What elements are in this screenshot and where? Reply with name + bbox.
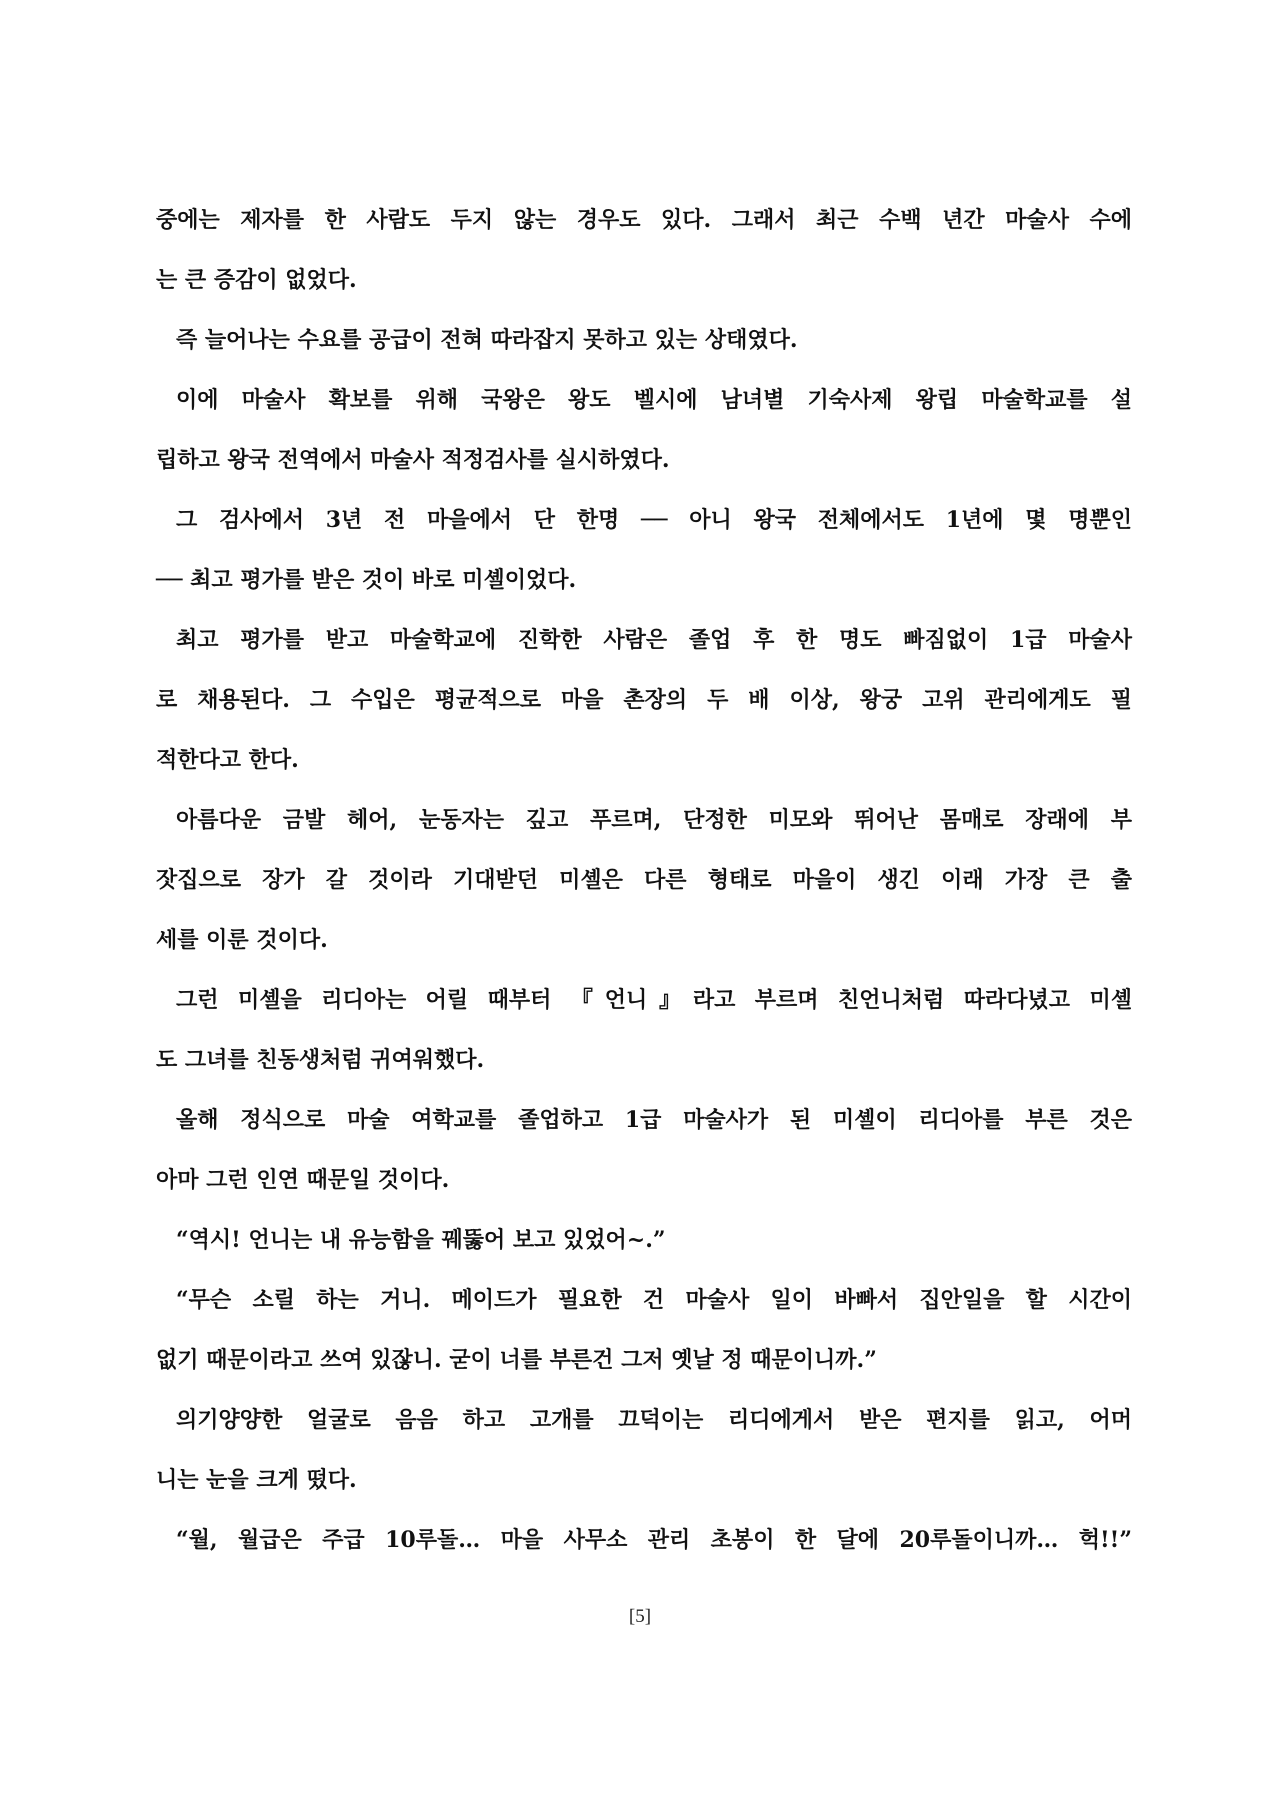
text-line: 최고 평가를 받고 마술학교에 진학한 사람은 졸업 후 한 명도 빠짐없이 1급 마술사 (176, 627, 1132, 653)
text-line: 그 검사에서 3년 전 마을에서 단 한명 ── 아니 왕국 전체에서도 1년에 몇 명뿐인 (176, 507, 1132, 533)
text-line: 도 그녀를 친동생처럼 귀여워했다. (156, 1047, 485, 1073)
text-line: 니는 눈을 크게 떴다. (156, 1467, 357, 1493)
text-line: ── 최고 평가를 받은 것이 바로 미셸이었다. (156, 567, 577, 593)
text-line: 즉 늘어나는 수요를 공급이 전혀 따라잡지 못하고 있는 상태였다. (176, 327, 798, 353)
text-line: 이에 마술사 확보를 위해 국왕은 왕도 벨시에 남녀별 기숙사제 왕립 마술학교를 설 (176, 387, 1132, 413)
text-line: “무슨 소릴 하는 거니. 메이드가 필요한 건 마술사 일이 바빠서 집안일을 할 시간이 (176, 1287, 1132, 1313)
text-line: 는 큰 증감이 없었다. (156, 267, 357, 293)
text-line: 의기양양한 얼굴로 음음 하고 고개를 끄덕이는 리디에게서 받은 편지를 읽고, 어머 (176, 1407, 1132, 1433)
text-line: 로 채용된다. 그 수입은 평균적으로 마을 촌장의 두 배 이상, 왕궁 고위 관리에게도 필 (156, 687, 1132, 713)
text-line: 적한다고 한다. (156, 747, 299, 773)
text-line: 잣집으로 장가 갈 것이라 기대받던 미셸은 다른 형태로 마을이 생긴 이래 가장 큰 출 (156, 867, 1132, 893)
text-line: 세를 이룬 것이다. (156, 927, 328, 953)
text-line: 아마 그런 인연 때문일 것이다. (156, 1167, 450, 1193)
text-line: “역시! 언니는 내 유능함을 꿰뚫어 보고 있었어~.” (176, 1227, 666, 1253)
text-line: 그런 미셸을 리디아는 어릴 때부터 『언니』라고 부르며 친언니처럼 따라다녔고 미셸 (176, 987, 1132, 1013)
body-text (156, 190, 1132, 1570)
text-line: 립하고 왕국 전역에서 마술사 적정검사를 실시하였다. (156, 447, 670, 473)
text-line: 없기 때문이라고 쓰여 있잖니. 굳이 너를 부른건 그저 옛날 정 때문이니까.” (156, 1347, 877, 1373)
text-line: 아름다운 금발 헤어, 눈동자는 깊고 푸르며, 단정한 미모와 뛰어난 몸매로 장래에 부 (176, 807, 1132, 833)
page-number: [5] (628, 1606, 652, 1627)
text-line: “월, 월급은 주급 10루돌… 마을 사무소 관리 초봉이 한 달에 20루돌이니까… 헉!!” (176, 1527, 1132, 1553)
text-line: 올해 정식으로 마술 여학교를 졸업하고 1급 마술사가 된 미셸이 리디아를 부른 것은 (176, 1107, 1132, 1133)
text-line: 중에는 제자를 한 사람도 두지 않는 경우도 있다. 그래서 최근 수백 년간 마술사 수에 (156, 207, 1132, 233)
